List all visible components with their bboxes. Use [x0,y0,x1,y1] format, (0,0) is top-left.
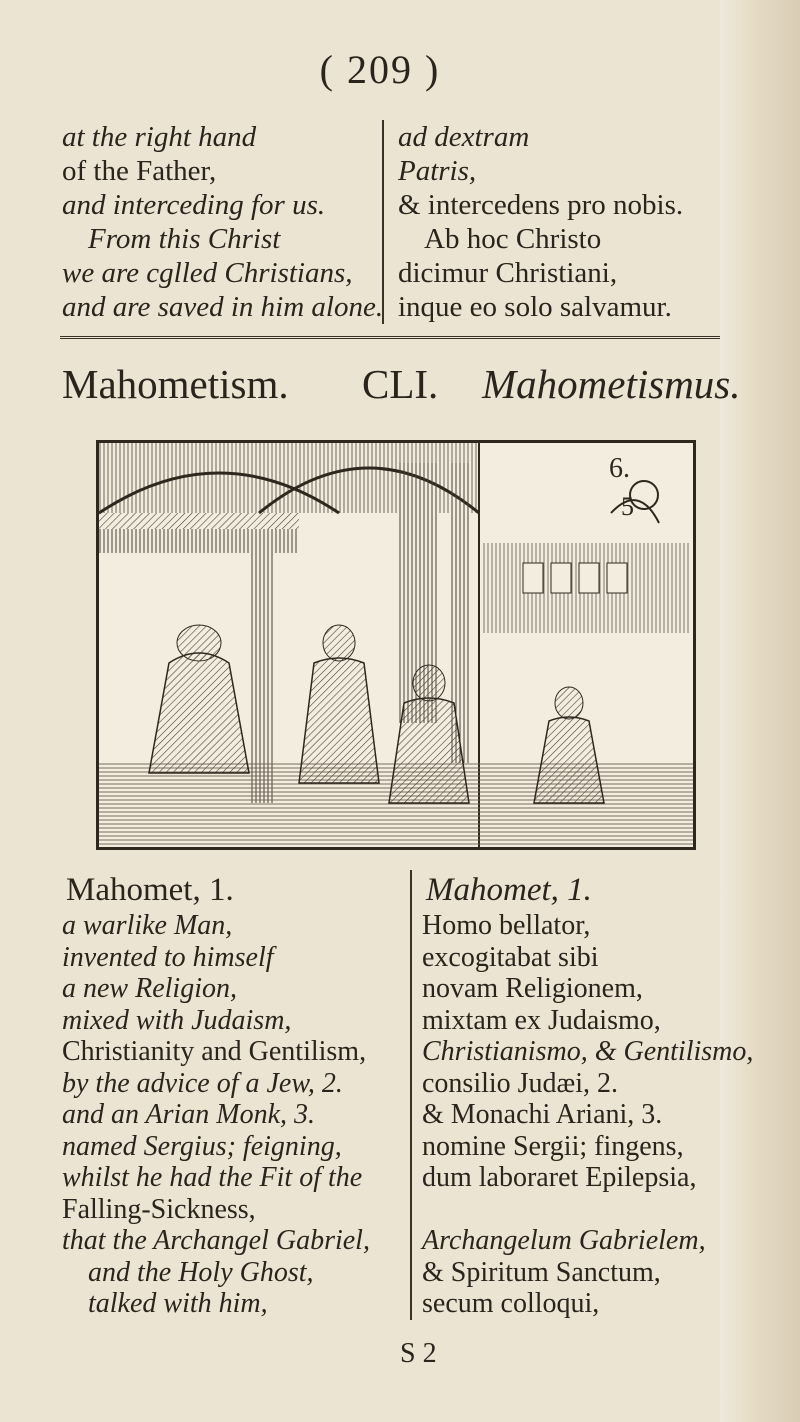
text-line: a warlike Man, [62,910,233,941]
text-line: dicimur Christiani, [398,257,618,289]
text-line: ad dextram [398,121,530,153]
text-line: Homo bellator, [422,910,591,941]
text-line: invented to himself [62,941,274,973]
text-line: at the right hand [62,121,257,153]
text-line: secum colloqui, [422,1288,600,1319]
page-number: ( 209 ) [319,47,441,92]
text-line: and the Holy Ghost, [88,1256,314,1288]
text-line: we are cglled Christians, [62,257,353,289]
signature-mark: S 2 [400,1338,437,1369]
text-line: and an Arian Monk, 3. [62,1099,316,1130]
text-line: excogitabat sibi [422,941,599,973]
section-title-english: Mahometism. [62,361,289,407]
text-line: Christianismo, & Gentilismo, [422,1036,754,1067]
text-line: & Monachi Ariani, 3. [422,1099,663,1130]
text-line: novam Religionem, [422,973,643,1004]
text-line: Falling-Sickness, [62,1193,256,1225]
engraving-illustration [96,440,696,850]
text-line: talked with him, [88,1288,268,1319]
latin-column-bottom [410,870,752,1320]
text-line: Ab hoc Christo [424,223,602,255]
text-line: a new Religion, [62,973,237,1004]
text-line: named Sergius; feigning, [62,1130,342,1162]
text-line: by the advice of a Jew, 2. [62,1067,343,1099]
text-line: that the Archangel Gabriel, [62,1225,370,1256]
engraving-image [99,443,693,847]
text-line: mixed with Judaism, [62,1004,292,1036]
text-line: nomine Sergii; fingens, [422,1130,684,1162]
text-line: & Spiritum Sanctum, [422,1256,661,1288]
text-line: and interceding for us. [62,189,326,221]
text-line: From this Christ [88,223,281,255]
section-number: CLI. [362,361,439,407]
text-line: and are saved in him alone. [62,291,384,323]
text-line: consilio Judæi, 2. [422,1067,619,1099]
text-line: Patris, [398,155,477,187]
figure-number: 5 [621,492,634,521]
text-line: & intercedens pro nobis. [398,189,684,221]
section-title-latin: Mahometismus. [482,361,741,407]
text-line: dum laboraret Epilepsia, [422,1162,697,1193]
text-line: mixtam ex Judaismo, [422,1004,661,1036]
section-divider [60,336,720,339]
caption-latin: Mahomet, 1. [426,872,592,908]
figure-number: 6. [609,453,630,484]
caption-english: Mahomet, 1. [66,872,234,908]
text-line: Archangelum Gabrielem, [422,1225,706,1256]
text-line: Christianity and Gentilism, [62,1036,367,1067]
english-column-bottom [62,870,392,1320]
latin-column-top [382,120,728,324]
section-heading [62,360,741,410]
text-line: whilst he had the Fit of the [62,1162,363,1193]
english-column-top [62,120,384,324]
text-line [422,1194,752,1226]
text-line: inque eo solo salvamur. [398,291,672,323]
text-line: of the Father, [62,155,217,187]
